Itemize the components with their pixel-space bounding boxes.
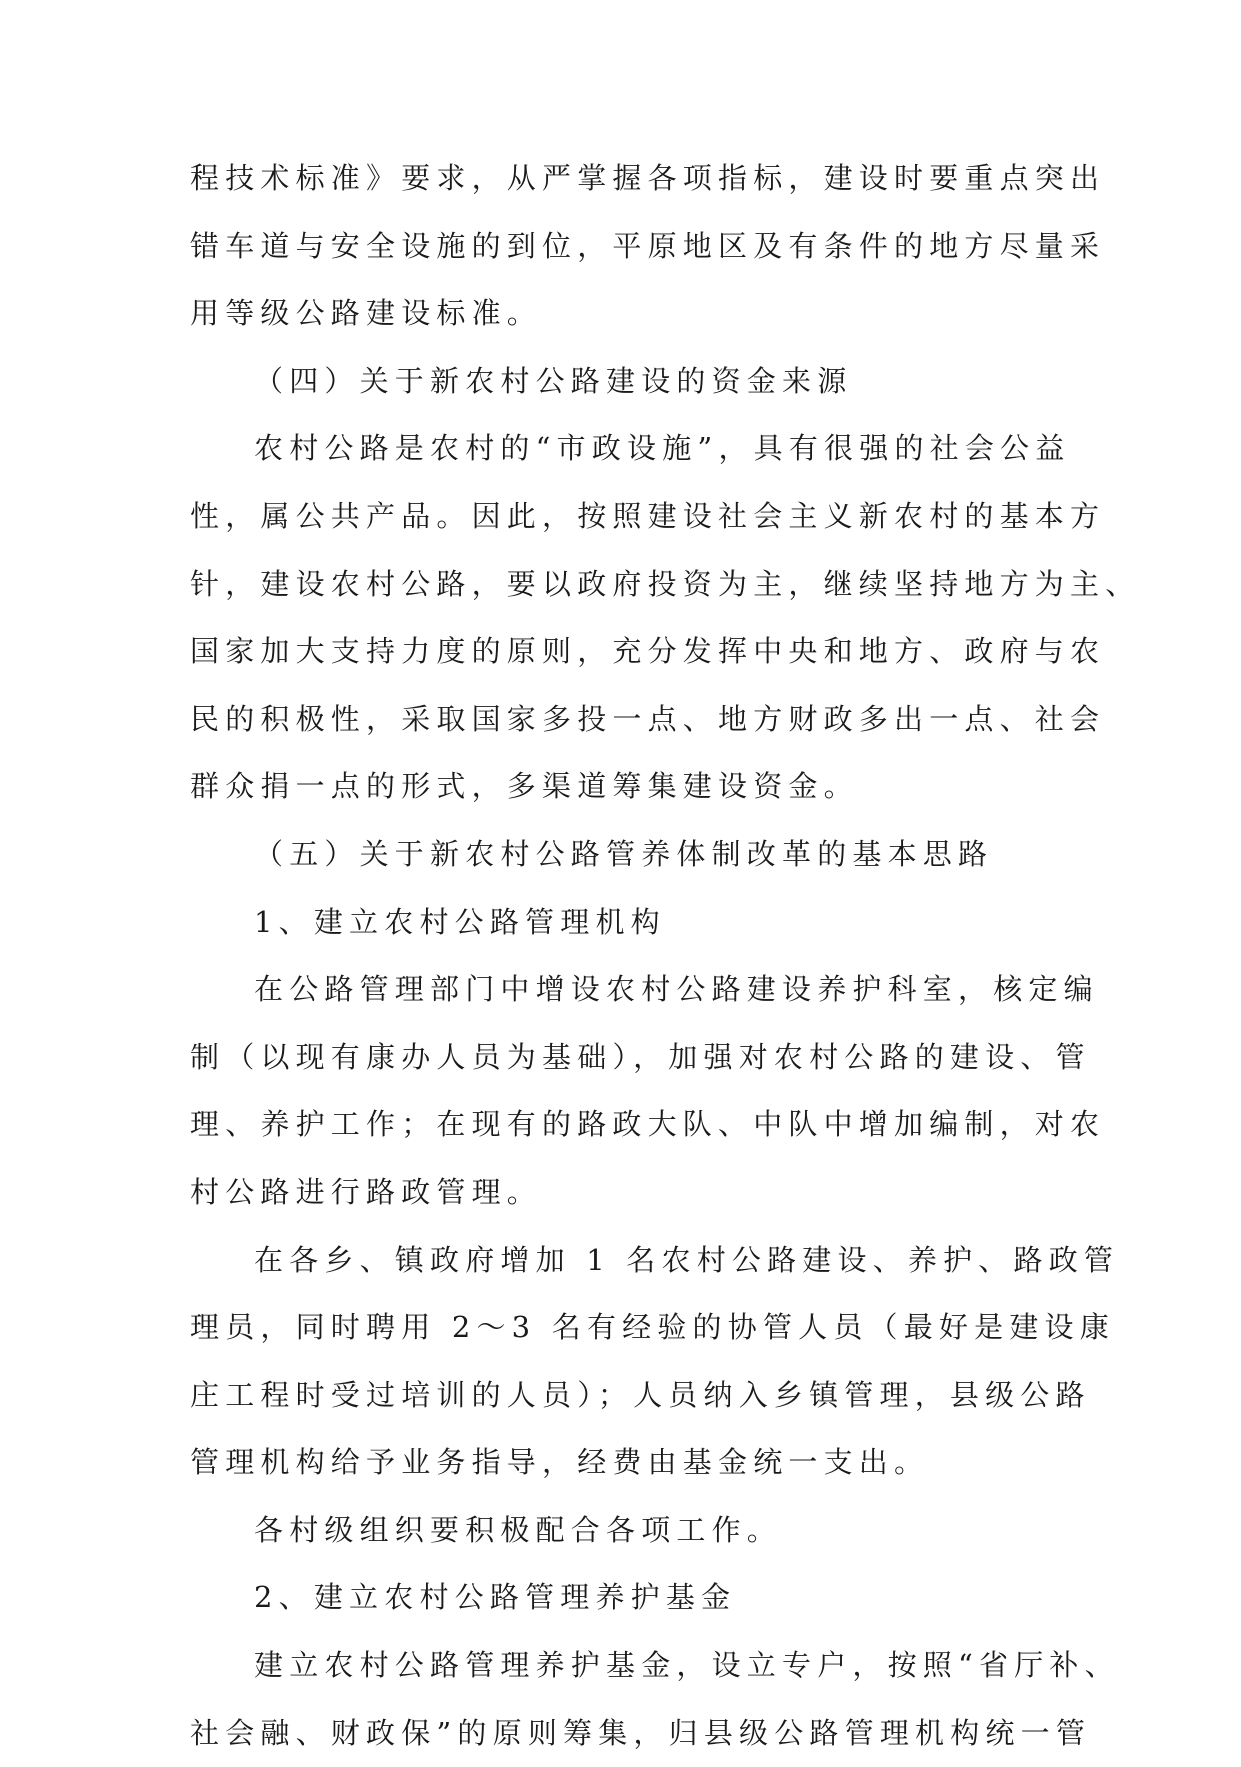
paragraph-start: 在各乡、镇政府增加 1 名农村公路建设、养护、路政管 — [254, 1242, 1120, 1277]
text-line: 国家加大支持力度的原则，充分发挥中央和地方、政府与农 — [190, 634, 1106, 669]
text-line: 社会融、财政保”的原则筹集，归县级公路管理机构统一管 — [190, 1715, 1092, 1750]
text-line: 理、养护工作；在现有的路政大队、中队中增加编制，对农 — [190, 1107, 1106, 1142]
section-heading-4: （四）关于新农村公路建设的资金来源 — [254, 363, 853, 398]
text-line: 针，建设农村公路，要以政府投资为主，继续坚持地方为主、 — [190, 566, 1141, 601]
text-line: 民的积极性，采取国家多投一点、地方财政多出一点、社会 — [190, 701, 1106, 736]
text-line: 制（以现有康办人员为基础），加强对农村公路的建设、管 — [190, 1039, 1091, 1074]
text-line: 村公路进行路政管理。 — [190, 1174, 543, 1209]
text-line: 性，属公共产品。因此，按照建设社会主义新农村的基本方 — [190, 498, 1106, 533]
subheading-1: 1、建立农村公路管理机构 — [254, 904, 666, 939]
text-line: 管理机构给予业务指导，经费由基金统一支出。 — [190, 1445, 930, 1480]
text-line: 理员，同时聘用 2～3 名有经验的协管人员（最好是建设康 — [190, 1310, 1115, 1345]
text-line: 群众捐一点的形式，多渠道筹集建设资金。 — [190, 769, 859, 804]
text-line: 用等级公路建设标准。 — [190, 296, 543, 331]
subheading-2: 2、建立农村公路管理养护基金 — [254, 1580, 737, 1615]
section-heading-5: （五）关于新农村公路管养体制改革的基本思路 — [254, 836, 994, 871]
text-line: 错车道与安全设施的到位，平原地区及有条件的地方尽量采 — [190, 228, 1106, 263]
paragraph-start: 农村公路是农村的“市政设施”，具有很强的社会公益 — [254, 431, 1071, 466]
text-line: 庄工程时受过培训的人员）；人员纳入乡镇管理，县级公路 — [190, 1377, 1091, 1412]
paragraph-start: 各村级组织要积极配合各项工作。 — [254, 1512, 783, 1547]
paragraph-start: 在公路管理部门中增设农村公路建设养护科室，核定编 — [254, 972, 1099, 1007]
document-body — [190, 145, 1141, 1767]
text-line: 程技术标准》要求，从严掌握各项指标，建设时要重点突出 — [190, 161, 1106, 195]
paragraph-start: 建立农村公路管理养护基金，设立专户，按照“省厅补、 — [254, 1648, 1120, 1683]
